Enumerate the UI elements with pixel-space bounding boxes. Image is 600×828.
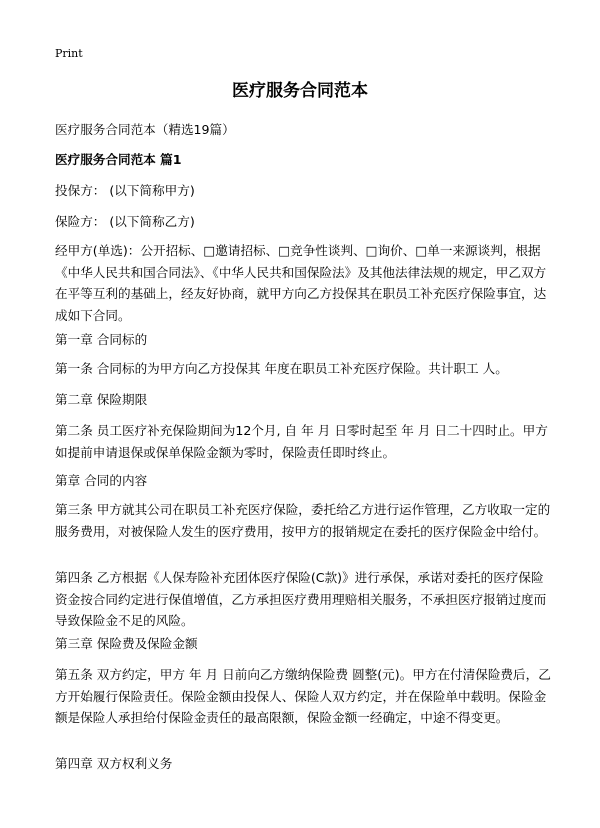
party-b-line: 保险方： (以下简称乙方)	[55, 214, 195, 229]
article-5: 第五条 双方约定，甲方 年 月 日前向乙方缴纳保险费 圆整(元)。甲方在付清保险费后，乙方开始履行保险责任。保险金额由投保人、保险人双方约定，并在保险单中载明。保险金额是保险人承担给付保险金责任的最高限额，保险金额一经确定，中途不得变更。	[55, 667, 551, 725]
chapter-heading-2: 第二章 保险期限	[55, 392, 148, 407]
document-title: 医疗服务合同范本	[232, 81, 368, 101]
article-4: 第四条 乙方根据《人保寿险补充团体医疗保险(C款)》进行承保，承诺对委托的医疗保险资金按合同约定进行保值增值，乙方承担医疗费用理赔相关服务，不承担医疗报销过度而导致保险金不足的风险。	[55, 570, 547, 628]
document-subtitle: 医疗服务合同范本（精选19篇）	[55, 122, 235, 137]
article-3: 第三条 甲方就其公司在职员工补充医疗保险，委托给乙方进行运作管理，乙方收取一定的服务费用，对被保险人发生的医疗费用，按甲方的报销规定在委托的医疗保险金中给付。	[55, 502, 551, 539]
article-2: 第二条 员工医疗补充保险期间为12个月, 自 年 月 日零时起至 年 月 日二十四时止。甲方如提前申请退保或保单保险金额为零时，保险责任即时终止。	[55, 423, 548, 460]
chapter-heading-contents: 第章 合同的内容	[55, 473, 148, 488]
chapter-heading-1: 第一章 合同标的	[55, 332, 148, 347]
party-a-line: 投保方： (以下简称甲方)	[55, 183, 195, 198]
chapter-heading-4: 第四章 双方权利义务	[55, 756, 173, 771]
section-heading: 医疗服务合同范本 篇1	[55, 152, 182, 167]
chapter-heading-3: 第三章 保险费及保险金额	[55, 636, 198, 651]
preamble-paragraph: 经甲方(单选)：公开招标、□邀请招标、□竞争性谈判、□询价、□单一来源谈判，根据《中华人民共和国合同法》、《中华人民共和国保险法》及其他法律法规的规定，甲乙双方在平等互利的基础上，经友好协商，就甲方向乙方投保其在职员工补充医疗保险事宜，达成如下合同。	[55, 243, 547, 323]
article-1: 第一条 合同标的为甲方向乙方投保其 年度在职员工补充医疗保险。共计职工 人。	[55, 361, 508, 376]
print-link[interactable]: Print	[55, 47, 83, 60]
